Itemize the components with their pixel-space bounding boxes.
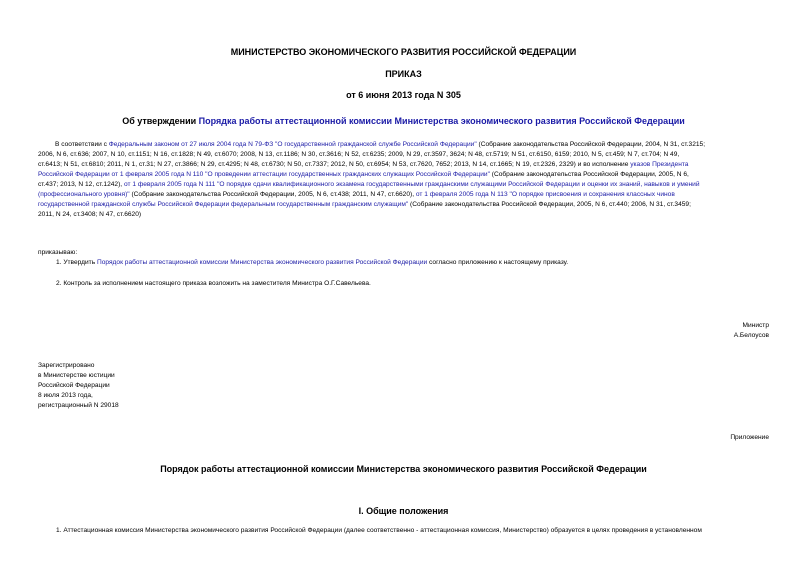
signature-position: Министр [742,322,769,329]
decree-110-link[interactable]: Российской Федерации от 1 февраля 2005 года N 110 "О проведении аттестации государственных гражданских служащих Российской Федерации" [38,171,490,178]
order-item-2: 2. Контроль за исполнением настоящего приказа возложить на заместителя Министра О.Г.Савельева. [56,280,371,287]
preamble-line-5: ст.437; 2013, N 12, ст.1242), от 1 февраля 2005 года N 111 "О порядке сдачи квалификационного экзамена государственными гражданскими служащими Российской Федерации и оценки их знаний, навыков и умений [38,181,700,188]
registration-block [38,361,119,411]
registration-line-2: в Министерстве юстиции [38,372,115,379]
preamble-line-6: (профессионального уровня)" (Собрание законодательства Российской Федерации, 2005, N 6, ст.438; 2011, N 47, ст.6620), от 1 февраля 2005 года N 113 "О порядке присвоения и сохранения классных чинов [38,191,675,198]
decree-111-link[interactable]: от 1 февраля 2005 года N 111 "О порядке сдачи квалификационного экзамена государственными гражданскими служащими Российской Федерации и оценки их знаний, навыков и умений [123,181,700,188]
title-prefix: Об утверждении [122,116,199,126]
ministry-heading: МИНИСТЕРСТВО ЭКОНОМИЧЕСКОГО РАЗВИТИЯ РОССИЙСКОЙ ФЕДЕРАЦИИ [230,47,577,57]
document-title [0,116,807,126]
signature-name: А.Белоусов [733,332,769,339]
preamble-line-2: 2006, N 6, ст.636; 2007, N 10, ст.1151; N 16, ст.1828; N 49, ст.6070; 2008, N 13, ст.1186; N 30, ст.3616; N 52, ст.6235; 2009, N 29, ст.3597, 3624; N 48, ст.5719; N 51, ст.6150, 6159; 2010, N 5, ст.459; N 7, ст.704; N 49, [38,151,680,158]
prikazyvayu-label: приказываю: [38,249,78,256]
appendix-title: Порядок работы аттестационной комиссии Министерства экономического развития Российской Федерации [160,464,647,474]
preamble-line-3: ст.6413; N 51, ст.6810; 2011, N 1, ст.31; N 27, ст.3866; N 29, ст.4295; N 48, ст.6730; N 50, ст.7337; 2012, N 50, ст.6954; N 53, ст.7620, 7652; 2013, N 14, ст.1665; N 19, ст.2326, 2329) и во исполнение указов Президента [38,161,689,168]
section-heading: I. Общие положения [358,506,449,516]
preamble-line-8: 2011, N 24, ст.3408; N 47, ст.6620) [38,211,142,218]
appendix-label: Приложение [730,434,769,441]
date-number-heading: от 6 июня 2013 года N 305 [346,90,461,100]
presidential-decrees-link[interactable]: указов Президента [630,161,689,168]
title-link[interactable]: Порядка работы аттестационной комиссии Министерства экономического развития Российской Федерации [198,116,685,126]
registration-line-1: Зарегистрировано [38,362,95,369]
registration-line-3: Российской Федерации [38,382,110,389]
preamble-line-7: государственной гражданской службы Российской Федерации федеральным государственным гражданским служащим" (Собрание законодательства Российской Федерации, 2005, N 6, ст.440; 2006, N 31, ст.3459; [38,201,691,208]
decree-113-link[interactable]: от 1 февраля 2005 года N 113 "О порядке присвоения и сохранения классных чинов [415,191,675,198]
preamble-line-4: Российской Федерации от 1 февраля 2005 года N 110 "О проведении аттестации государственных гражданских служащих Российской Федерации" (Собрание законодательства Российской Федерации, 2005, N 6, [38,171,689,178]
decree-113-link-cont[interactable]: государственной гражданской службы Российской Федерации федеральным государственным гражданским служащим" [38,201,409,208]
preamble-line-1: В соответствии с Федеральным законом от 27 июля 2004 года N 79-ФЗ "О государственной гражданской службе Российской Федерации" (Собрание законодательства Российской Федерации, 2004, N 31, ст.3215; [55,141,706,148]
decree-111-link-cont[interactable]: (профессионального уровня)" [38,191,130,198]
law-79-fz-link[interactable]: Федеральным законом от 27 июля 2004 года N 79-ФЗ "О государственной гражданской службе Российской Федерации" [108,141,477,148]
doc-type-heading: ПРИКАЗ [385,69,422,79]
registration-line-4: 8 июля 2013 года, [38,392,93,399]
registration-line-5: регистрационный N 29018 [38,402,119,409]
appendix-paragraph-1: 1. Аттестационная комиссия Министерства экономического развития Российской Федерации (далее соответственно - аттестационная комиссия, Министерство) образуется в целях проведения в установленном [56,527,702,534]
preamble-paragraph [38,140,768,220]
order-item-1: 1. Утвердить Порядок работы аттестационной комиссии Министерства экономического развития Российской Федерации согласно приложению к настоящему приказу. [56,259,569,266]
order-procedure-link[interactable]: Порядок работы аттестационной комиссии Министерства экономического развития Российской Федерации [96,259,428,266]
